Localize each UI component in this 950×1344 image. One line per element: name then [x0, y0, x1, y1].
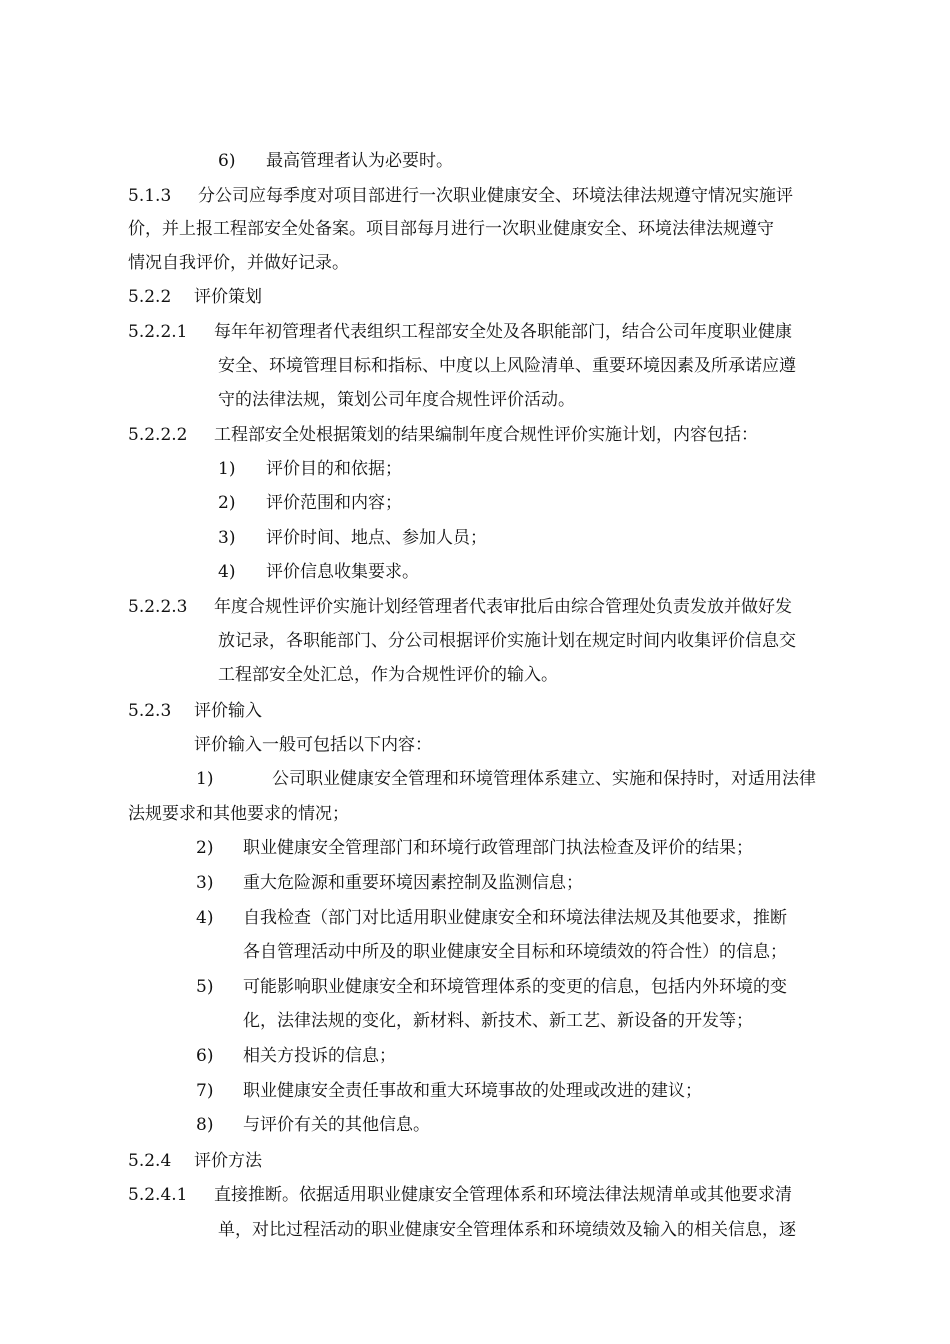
item-text: 最高管理者认为必要时。: [266, 151, 453, 171]
paragraph-text: 化，法律法规的变化，新材料、新技术、新工艺、新设备的开发等；: [243, 1011, 753, 1031]
item-number: 8): [196, 1115, 214, 1135]
item-text: 可能影响职业健康安全和环境管理体系的变更的信息，包括内外环境的变: [243, 977, 787, 997]
item-text: 自我检查（部门对比适用职业健康安全和环境法律法规及其他要求，推断: [243, 908, 787, 928]
list-item: [196, 1080, 702, 1102]
paragraph-line: [218, 630, 796, 652]
list-item: [196, 1114, 430, 1136]
item-number: 2): [218, 493, 236, 513]
paragraph-text: 工程部安全处根据策划的结果编制年度合规性评价实施计划，内容包括：: [214, 425, 758, 445]
item-number: 7): [196, 1081, 214, 1101]
subsection: [128, 321, 792, 343]
item-number: 2): [196, 838, 214, 858]
paragraph-text: 守的法律法规，策划公司年度合规性评价活动。: [218, 390, 575, 410]
paragraph-line: [218, 355, 796, 377]
section-title: 评价输入: [194, 701, 262, 721]
section-number: 5.1.3: [128, 186, 172, 206]
item-text: 评价信息收集要求。: [266, 562, 419, 582]
paragraph-text: 放记录，各职能部门、分公司根据评价实施计划在规定时间内收集评价信息交: [218, 631, 796, 651]
section-number: 5.2.2.2: [128, 425, 188, 445]
section-title: 评价策划: [194, 287, 262, 307]
list-item: [196, 976, 787, 998]
section-number: 5.2.2.1: [128, 322, 188, 342]
section-number: 5.2.4.1: [128, 1185, 188, 1205]
item-number: 3): [218, 528, 236, 548]
list-item: [196, 907, 787, 929]
paragraph-text: 分公司应每季度对项目部进行一次职业健康安全、环境法律法规遵守情况实施评: [198, 186, 793, 206]
paragraph-line: [128, 252, 349, 274]
subsection: [128, 596, 792, 618]
paragraph-line: [243, 1010, 753, 1032]
paragraph-text: 法规要求和其他要求的情况；: [128, 804, 349, 824]
paragraph-text: 年度合规性评价实施计划经管理者代表审批后由综合管理处负责发放并做好发: [214, 597, 792, 617]
section-heading: [128, 1150, 262, 1172]
item-text: 相关方投诉的信息；: [243, 1046, 396, 1066]
list-item: [196, 872, 583, 894]
paragraph-text: 每年年初管理者代表组织工程部安全处及各职能部门，结合公司年度职业健康: [214, 322, 792, 342]
list-item: [196, 837, 753, 859]
item-text: 重大危险源和重要环境因素控制及监测信息；: [243, 873, 583, 893]
list-item: [218, 458, 402, 480]
item-text: 公司职业健康安全管理和环境管理体系建立、实施和保持时，对适用法律: [272, 769, 816, 789]
section-title: 评价方法: [194, 1151, 262, 1171]
section-heading: [128, 700, 262, 722]
list-item: [196, 1045, 396, 1067]
list-item: [218, 150, 453, 172]
subsection: [128, 424, 758, 446]
item-number: 6): [196, 1046, 214, 1066]
item-text: 评价目的和依据；: [266, 459, 402, 479]
paragraph-text: 各自管理活动中所及的职业健康安全目标和环境绩效的符合性）的信息；: [243, 942, 787, 962]
paragraph-text: 评价输入一般可包括以下内容：: [194, 735, 432, 755]
item-text: 职业健康安全管理部门和环境行政管理部门执法检查及评价的结果；: [243, 838, 753, 858]
paragraph-line: [128, 218, 774, 240]
list-item: [218, 527, 487, 549]
list-item: [218, 561, 419, 583]
paragraph-line: [243, 941, 787, 963]
paragraph-line: [218, 1219, 796, 1241]
paragraph-line: [194, 734, 432, 756]
item-text: 评价时间、地点、参加人员；: [266, 528, 487, 548]
paragraph-text: 单，对比过程活动的职业健康安全管理体系和环境绩效及输入的相关信息，逐: [218, 1220, 796, 1240]
subsection: [128, 1184, 792, 1206]
item-text: 与评价有关的其他信息。: [243, 1115, 430, 1135]
section-heading: [128, 286, 262, 308]
item-number: 4): [196, 908, 214, 928]
paragraph-text: 价，并上报工程部安全处备案。项目部每月进行一次职业健康安全、环境法律法规遵守: [128, 219, 774, 239]
section-number: 5.2.2.3: [128, 597, 188, 617]
section-heading: [128, 185, 793, 207]
section-number: 5.2.2: [128, 287, 172, 307]
item-number: 6): [218, 151, 236, 171]
section-number: 5.2.3: [128, 701, 172, 721]
paragraph-line: [218, 664, 558, 686]
section-number: 5.2.4: [128, 1151, 172, 1171]
paragraph-text: 直接推断。依据适用职业健康安全管理体系和环境法律法规清单或其他要求清: [214, 1185, 792, 1205]
item-text: 职业健康安全责任事故和重大环境事故的处理或改进的建议；: [243, 1081, 702, 1101]
item-text: 评价范围和内容；: [266, 493, 402, 513]
paragraph-line: [128, 803, 349, 825]
item-number: 4): [218, 562, 236, 582]
list-item: [196, 768, 816, 790]
paragraph-line: [218, 389, 575, 411]
paragraph-text: 情况自我评价，并做好记录。: [128, 253, 349, 273]
item-number: 1): [196, 769, 214, 789]
item-number: 5): [196, 977, 214, 997]
paragraph-text: 工程部安全处汇总，作为合规性评价的输入。: [218, 665, 558, 685]
item-number: 3): [196, 873, 214, 893]
item-number: 1): [218, 459, 236, 479]
list-item: [218, 492, 402, 514]
paragraph-text: 安全、环境管理目标和指标、中度以上风险清单、重要环境因素及所承诺应遵: [218, 356, 796, 376]
